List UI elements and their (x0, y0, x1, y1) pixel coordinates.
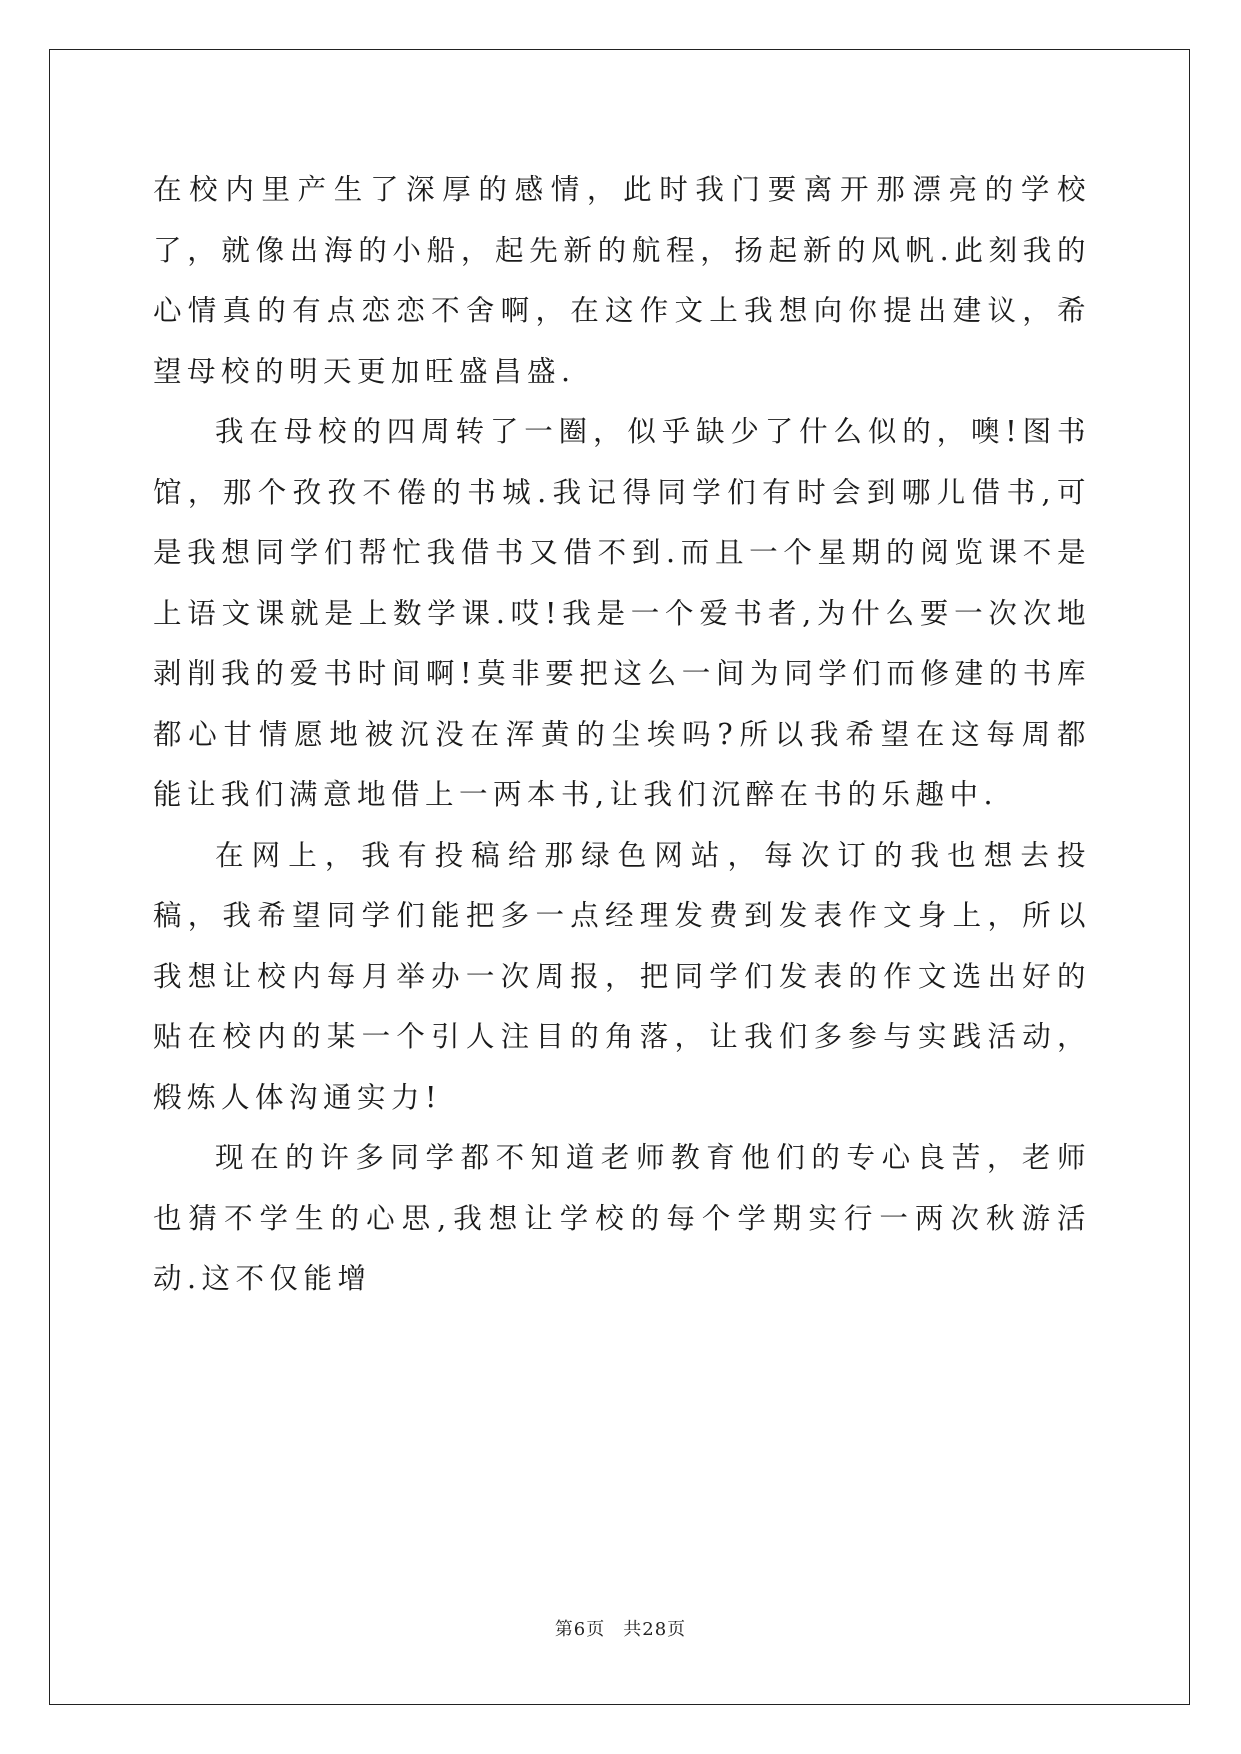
paragraph-4: 现在的许多同学都不知道老师教育他们的专心良苦，老师也猜不学生的心思,我想让学校的每个学期实行一两次秋游活动.这不仅能增 (153, 1141, 1091, 1295)
paragraph-2: 我在母校的四周转了一圈，似乎缺少了什么似的，噢!图书馆，那个孜孜不倦的书城.我记得同学们有时会到哪儿借书,可是我想同学们帮忙我借书又借不到.而且一个星期的阅览课不是上语文课就是上数学课.哎!我是一个爱书者,为什么要一次次地剥削我的爱书时间啊!莫非要把这么一间为同学们而修建的书库都心甘情愿地被沉没在浑黄的尘埃吗?所以我希望在这每周都能让我们满意地借上一两本书,让我们沉醉在书的乐趣中. (153, 415, 1091, 811)
page-footer (0, 1615, 1241, 1641)
page-number: 第6页 (554, 1619, 606, 1640)
paragraph-3: 在网上，我有投稿给那绿色网站，每次订的我也想去投稿，我希望同学们能把多一点经理发费到发表作文身上，所以我想让校内每月举办一次周报，把同学们发表的作文选出好的贴在校内的某一个引人注目的角落，让我们多参与实践活动，煅炼人体沟通实力! (153, 838, 1091, 1114)
page-total: 共28页 (623, 1619, 687, 1640)
document-body (153, 160, 1091, 1310)
paragraph-1: 在校内里产生了深厚的感情，此时我门要离开那漂亮的学校了，就像出海的小船，起先新的航程，扬起新的风帆.此刻我的心情真的有点恋恋不舍啊，在这作文上我想向你提出建议，希望母校的明天更加旺盛昌盛. (153, 173, 1091, 388)
